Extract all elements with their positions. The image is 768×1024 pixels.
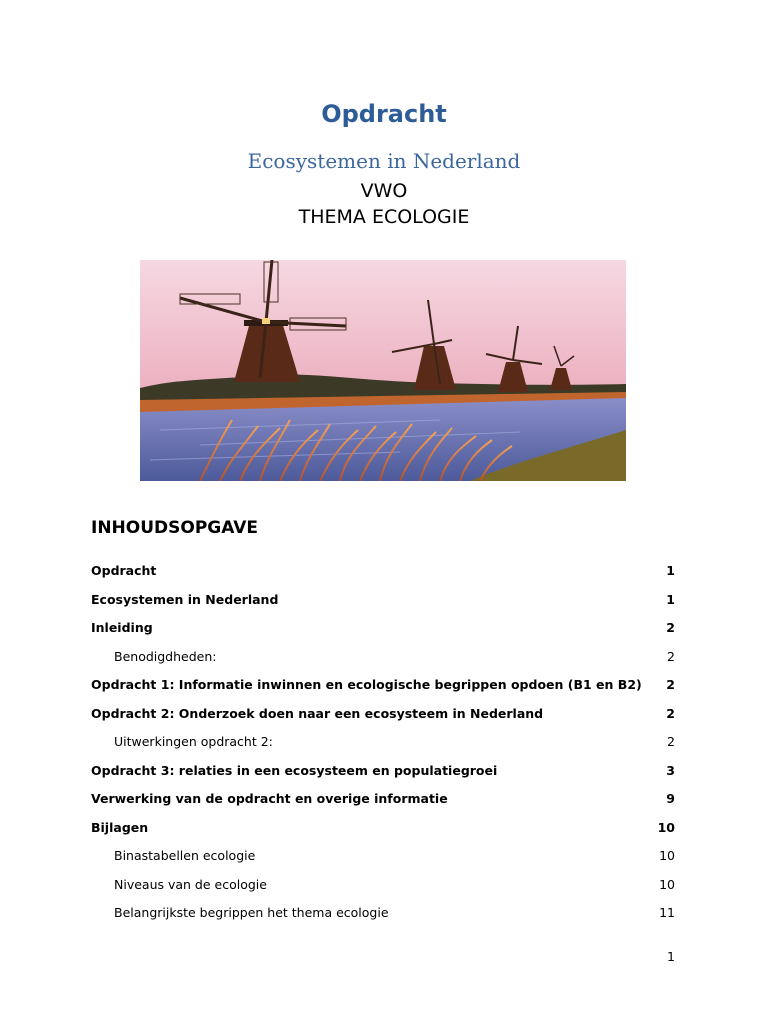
- toc-entry-page: 2: [666, 677, 675, 692]
- education-level: VWO: [360, 180, 408, 202]
- toc-entry-page: 3: [666, 762, 675, 778]
- toc-entry[interactable]: [91, 734, 675, 754]
- toc-entry-label: Uitwerkingen opdracht 2:: [114, 734, 273, 749]
- toc-entry-label: Belangrijkste begrippen het thema ecologie: [114, 905, 389, 920]
- document-title: Opdracht: [321, 100, 447, 128]
- toc-entry[interactable]: [91, 649, 675, 669]
- toc-entry[interactable]: [91, 848, 675, 868]
- toc-entry-page: 10: [659, 876, 675, 892]
- cover-photo-windmills: [140, 260, 626, 481]
- toc-entry-label: Opdracht 1: Informatie inwinnen en ecologische begrippen opdoen (B1 en B2): [91, 677, 642, 692]
- toc-entry-label: Niveaus van de ecologie: [114, 876, 267, 892]
- toc-entry[interactable]: [91, 563, 675, 583]
- toc-entry[interactable]: [91, 677, 675, 697]
- toc-entry-label: Binastabellen ecologie: [114, 848, 256, 863]
- toc-entry-page: 2: [666, 620, 675, 635]
- toc-entry[interactable]: [91, 905, 675, 925]
- toc-entry[interactable]: [91, 820, 675, 840]
- toc-entry-label: Inleiding: [91, 620, 153, 635]
- toc-heading: INHOUDSOPGAVE: [91, 518, 259, 538]
- toc-entry-label: Opdracht 2: Onderzoek doen naar een ecosysteem in Nederland: [91, 705, 544, 721]
- toc-entry-page: 1: [666, 563, 675, 578]
- theme-line: THEMA ECOLOGIE: [298, 206, 470, 228]
- toc-entry-label: Ecosystemen in Nederland: [91, 591, 279, 607]
- toc-entry-label: Verwerking van de opdracht en overige informatie: [91, 791, 448, 806]
- toc-entry[interactable]: [91, 791, 675, 811]
- toc-entry-page: 9: [666, 791, 675, 806]
- document-subtitle: Ecosystemen in Nederland: [247, 149, 521, 173]
- toc-entry-page: 10: [659, 848, 675, 863]
- toc-entry[interactable]: [91, 877, 675, 897]
- toc-entry-label: Opdracht: [91, 563, 157, 578]
- toc-entry[interactable]: [91, 592, 675, 612]
- toc-entry[interactable]: [91, 620, 675, 640]
- toc-entry-page: 1: [666, 591, 675, 607]
- toc-entry[interactable]: [91, 763, 675, 783]
- toc-entry-page: 10: [657, 819, 675, 835]
- page-number: 1: [667, 949, 675, 964]
- toc-entry[interactable]: [91, 706, 675, 726]
- toc-entry-label: Bijlagen: [91, 819, 149, 835]
- toc-entry-label: Benodigdheden:: [114, 648, 217, 664]
- toc-entry-page: 2: [666, 705, 675, 721]
- toc-entry-page: 11: [659, 905, 675, 920]
- toc-entry-label: Opdracht 3: relaties in een ecosysteem en populatiegroei: [91, 762, 498, 778]
- toc-entry-page: 2: [667, 648, 675, 664]
- toc-entry-page: 2: [667, 734, 675, 749]
